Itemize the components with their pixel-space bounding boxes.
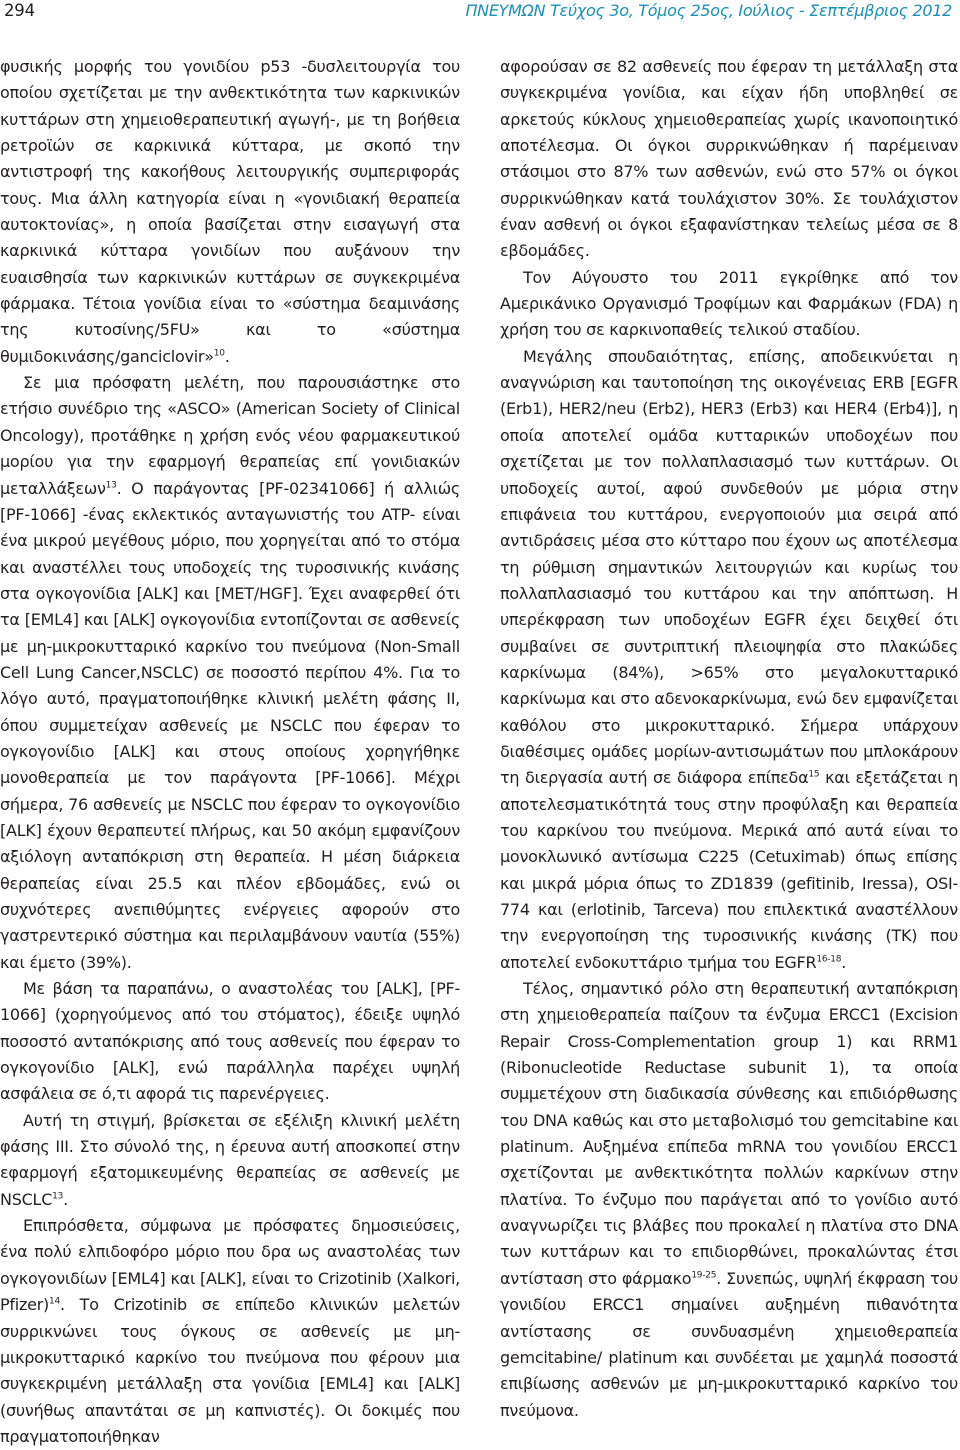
citation-ref: 19-25 <box>691 1270 717 1281</box>
citation-ref: 16-18 <box>816 954 842 965</box>
citation-ref: 15 <box>808 769 820 780</box>
citation-ref: 10 <box>213 348 225 359</box>
citation-ref: 14 <box>49 1296 60 1307</box>
paragraph: Μεγάλης σπουδαιότητας, επίσης, αποδεικνύεται η αναγνώριση και ταυτοποίηση της οικογένειας ERB [EGFR (Erb1), HER2/neu (Erb2), HER3 (Erb3) και HER4 (Erb4)], η οποία αποτελεί ομάδα κυτταρικών υποδοχέων που σχετίζεται με τον πολλαπλασιασμό των κυττάρων. Οι υποδοχείς αυτοί, αφού συνδεθούν με μόρια στην επιφάνεια του κυττάρου, ενεργοποιούν μια σειρά από αντιδράσεις μέσα στο κύτταρο που έχουν ως αποτέλεσμα τη ρύθμιση σημαντικών λειτουργιών και κυρίως του πολλαπλασιασμό του κυττάρου και την απόπτωση. Η υπερέκφραση των υποδοχέων EGFR έχει δειχθεί ότι συμβαίνει σε συντριπτική πλειοψηφία στο πλακώδες καρκίνωμα (84%), >65% στο μεγαλοκυτταρικό καρκίνωμα και στο αδενοκαρκίνωμα, ενώ δεν εμφανίζεται καθόλου στο μικροκυτταρικό. Σήμερα υπάρχουν διαθέσιμες ομάδες μορίων-αντισωμάτων που μπλοκάρουν τη διεργασία αυτή σε διάφορα επίπεδα$^{15}$ και εξετάζεται η αποτελεσματικότητά τους στην προφύλαξη και θεραπεία του καρκίνου του πνεύμονα. Μερικά από αυτά είναι το μονοκλωνικό αντίσωμα C225 (Cetuximab) όπως επίσης και μικρά μόρια όπως το ZD1839 (gefitinib, Iressa), OSI-774 και (erlotinib, Tarceva) που επιλεκτικά αναστέλλουν την ενεργοποίηση της τυροσινικής κινάσης (TK) που αποτελεί ενδοκυττάριο τμήμα του EGFR$^{16-18}$. <box>500 346 958 972</box>
left-column <box>0 54 460 1450</box>
page-header <box>0 0 960 30</box>
right-column <box>500 54 958 1424</box>
citation-ref: 13 <box>105 480 117 491</box>
paragraph: Τον Αύγουστο του 2011 εγκρίθηκε από τον Αμερικάνικο Οργανισμό Τροφίμων και Φαρμάκων (FDA) η χρήση του σε καρκινοπαθείς τελικού σταδίου. <box>500 267 958 340</box>
paragraph: Αυτή τη στιγμή, βρίσκεται σε εξέλιξη κλινική μελέτη φάσης III. Στο σύνολό της, η έρευνα αυτή αποσκοπεί στην εφαρμογή εξατομικευμένης θεραπείας σε ασθενείς με NSCLC$^{13}$. <box>0 1110 460 1209</box>
running-head: ΠΝΕΥΜΩΝ Τεύχος 3ο, Τόμος 25ος, Ιούλιος - Σεπτέμβριος 2012 <box>465 1 952 20</box>
paragraph: Σε μια πρόσφατη μελέτη, που παρουσιάστηκε στο ετήσιο συνέδριο της «ASCO» (American Society of Clinical Oncology), προτάθηκε η χρήση ενός νέου φαρμακευτικού μορίου για την εφαρμογή θεραπείας επί γονιδιακών μεταλλάξεων$^{13}$. Ο παράγοντας [PF-02341066] ή αλλιώς [PF-1066] -ένας εκλεκτικός ανταγωνιστής του ATP- είναι ένα μικρού μεγέθους μόριο, που χορηγείται από το στόμα και αναστέλλει τους υποδοχείς της τυροσινικής κινάσης στα ογκογονίδια [ALK] και [MET/HGF]. Έχει αναφερθεί ότι τα [EML4] και [ALK] ογκογονίδια εντοπίζονται σε ασθενείς με μη-μικροκυτταρικό καρκίνο του πνεύμονα (Non-Small Cell Lung Cancer,NSCLC) σε ποσοστό περίπου 4%. Για το λόγο αυτό, πραγματοποιήθηκε κλινική μελέτη φάσης II, όπου συμμετείχαν ασθενείς με NSCLC που έφεραν το ογκογονίδιο [ALK] και στους οποίους χορηγήθηκε μονοθεραπεία με τον παράγοντα [PF-1066]. Μέχρι σήμερα, 76 ασθενείς με NSCLC που έφεραν το ογκογονίδιο [ALK] έχουν θεραπευτεί πλήρως, και 50 ακόμη εμφανίζουν αξιόλογη ανταπόκριση στη θεραπεία. Η μέση διάρκεια θεραπείας είναι 25.5 και πλέον εβδομάδες, ενώ οι συχνότερες ανεπιθύμητες ενέργειες αφορούν στο γαστρεντερικό σύστημα και περιλαμβάνουν ναυτία (55%) και έμετο (39%). <box>0 373 460 972</box>
citation-ref: 13 <box>52 1191 64 1202</box>
paragraph: φυσικής μορφής του γονιδίου p53 -δυσλειτουργία του οποίου σχετίζεται με την ανθεκτικότητα των καρκινικών κυττάρων στη χημειοθεραπευτική αγωγή-, με τη βοήθεια ρετροϊών σε καρκινικά κύτταρα, με σκοπό την αντιστροφή της κακοήθους λειτουργικής συμπεριφοράς τους. Μια άλλη κατηγορία είναι η «γονιδιακή θεραπεία αυτοκτονίας», η οποία βασίζεται στην εισαγωγή στα καρκινικά κύτταρα γονιδίων που αυξάνουν την ευαισθησία των καρκινικών κυττάρων σε συγκεκριμένα φάρμακα. Τέτοια γονίδια είναι το «σύστημα δεαμινάσης της κυτοσίνης/5FU» και το «σύστημα θυμιδοκινάσης/ganciclovir»$^{10}$. <box>0 57 460 366</box>
paragraph: αφορούσαν σε 82 ασθενείς που έφεραν τη μετάλλαξη στα συγκεκριμένα γονίδια, και είχαν ήδη υποβληθεί σε αρκετούς κύκλους χημειοθεραπείας χωρίς ικανοποιητικό αποτέλεσμα. Οι όγκοι συρρικνώθηκαν ή παρέμειναν στάσιμοι στο 87% των ασθενών, ενώ στο 57% οι όγκοι συρρικνώθηκαν κατά τουλάχιστον 30%. Σε τουλάχιστον έναν ασθενή οι όγκοι εξαφανίστηκαν τελείως μέσα σε 8 εβδομάδες. <box>500 57 958 261</box>
paragraph: Τέλος, σημαντικό ρόλο στη θεραπευτική ανταπόκριση στη χημειοθεραπεία παίζουν τα ένζυμα ERCC1 (Excision Repair Cross-Complementation group 1) και RRM1 (Ribonucleotide Reductase subunit 1), τα οποία συμμετέχουν στη διαδικασία σύνθεσης και επιδιόρθωσης του DNA καθώς και στο μεταβολισμό του gemcitabine και platinum. Αυξημένα επίπεδα mRNA του γονιδίου ERCC1 σχετίζονται με ανθεκτικότητα πολλών καρκίνων στην πλατίνα. Το ένζυμο που παράγεται από το γονίδιο αυτό αναγνωρίζει τις βλάβες που προκαλεί η πλατίνα στο DNA των κυττάρων και το επιδιορθώνει, προκαλώντας έτσι αντίσταση στο φάρμακο$^{19-25}$. Συνεπώς, υψηλή έκφραση του γονιδίου ERCC1 σημαίνει αυξημένη πιθανότητα αντίστασης σε συνδυασμένη χημειοθεραπεία gemcitabine/ platinum και συνδέεται με χαμηλά ποσοστά επιβίωσης ασθενών με μη-μικροκυτταρικό καρκίνο του πνεύμονα. <box>500 979 958 1420</box>
page-number: 294 <box>4 1 35 20</box>
paragraph: Με βάση τα παραπάνω, ο αναστολέας του [ALK], [PF-1066] (χορηγούμενος από του στόματος), έδειξε υψηλό ποσοστό ανταπόκρισης από τους ασθενείς που έφεραν το ογκογονίδιο [ALK], ενώ παράλληλα παρέχει υψηλή ασφάλεια σε ό,τι αφορά τις παρενέργειες. <box>0 979 460 1104</box>
paragraph: Επιπρόσθετα, σύμφωνα με πρόσφατες δημοσιεύσεις, ένα πολύ ελπιδοφόρο μόριο που δρα ως αναστολέας των ογκογονιδίων [EML4] και [ALK], είναι το Crizotinib (Xalkori, Pfizer)$^{14}$. Το Crizotinib σε επίπεδο κλινικών μελετών συρρικνώνει τους όγκους σε ασθενείς με μη-μικροκυτταρικό καρκίνο του πνεύμονα που φέρουν μια συγκεκριμένη μετάλλαξη στα γονίδια [EML4] και [ALK] (συνήθως απαντάται σε μη καπνιστές). Οι δοκιμές που πραγματοποιήθηκαν <box>0 1216 460 1446</box>
